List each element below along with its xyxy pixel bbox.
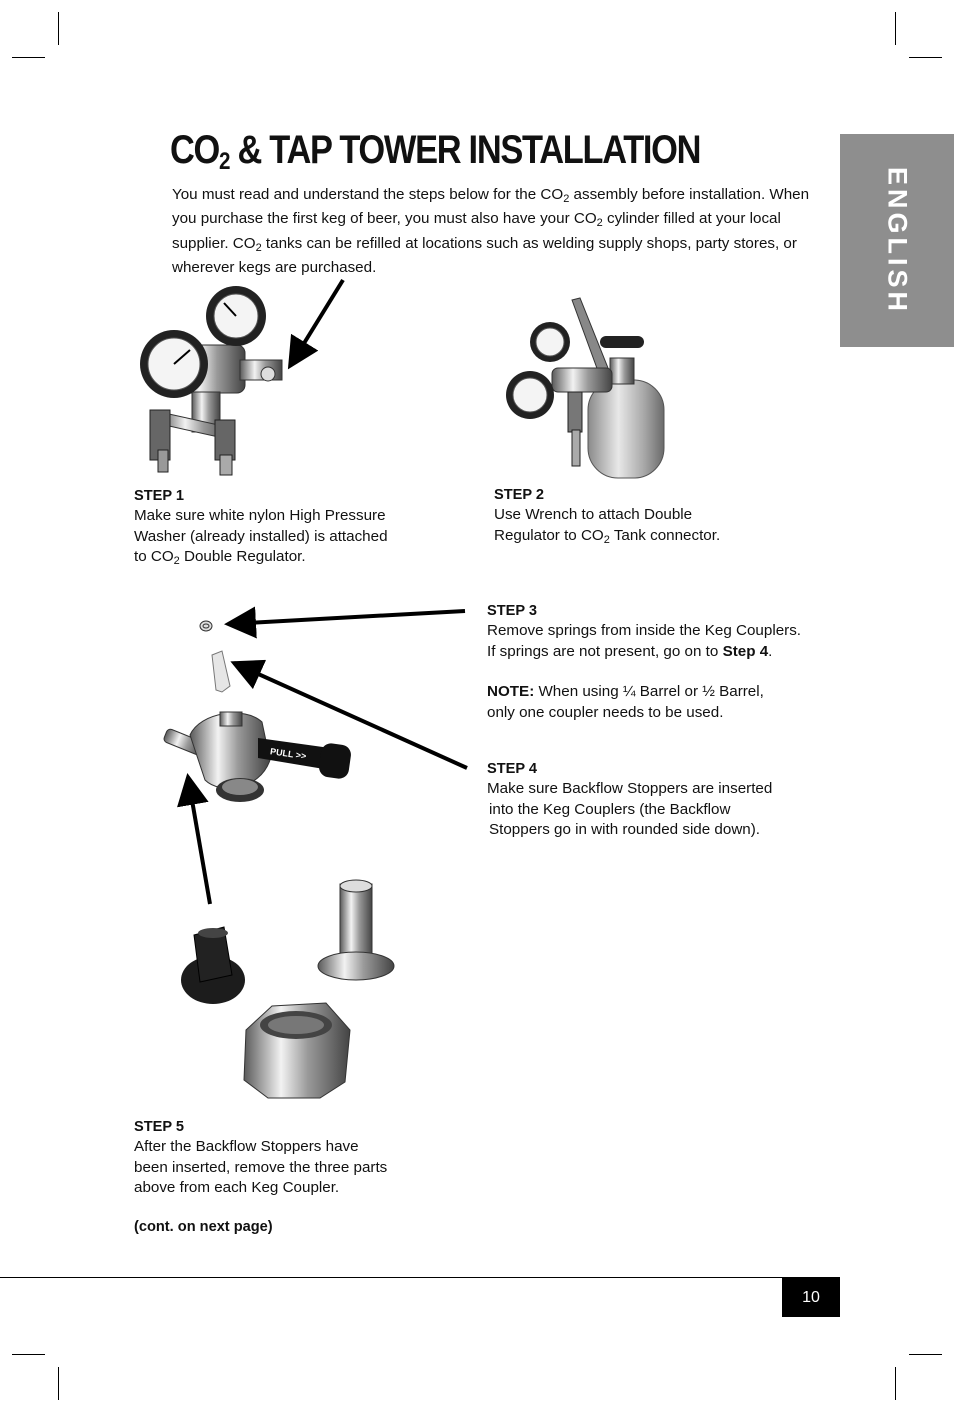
spring-image xyxy=(200,621,212,631)
step3-arrow xyxy=(228,611,465,624)
step-5-heading: STEP 5 xyxy=(134,1119,185,1135)
tailpiece-image xyxy=(318,880,394,980)
page-number: 10 xyxy=(782,1278,840,1317)
step-2: STEP 2 Use Wrench to attach Double Regulator to $CO_2$ Tank connector. xyxy=(494,485,784,550)
step-4: STEP 4 Make sure Backflow Stoppers are inserted into the Keg Couplers (the Backflow Stoppers go in with rounded side down). xyxy=(487,759,827,841)
language-tab-label: ENGLISH xyxy=(882,166,913,315)
rubber-washer-image xyxy=(181,927,245,1004)
step-3-heading: STEP 3 xyxy=(487,603,538,619)
step-4-heading: STEP 4 xyxy=(487,761,538,777)
intro-paragraph: You must read and understand the steps below for the $CO_2$ assembly before installation. When you purchase the first keg of beer, you must also have your $CO_2$ cylinder filled at your local supplier. $CO_2$ tanks can be refilled at locations such as welding supply shops, party stores, or wherever kegs are purchased. xyxy=(172,186,810,277)
page-title: $CO_2$ & TAP TOWER INSTALLATION xyxy=(170,128,701,175)
hex-nut-image xyxy=(244,1003,350,1098)
step-1: STEP 1 Make sure white nylon High Pressure Washer (already installed) is attached to $CO_2$ Double Regulator. xyxy=(134,486,424,572)
backflow-stopper-image xyxy=(212,651,230,692)
step-5: STEP 5 After the Backflow Stoppers have been inserted, remove the three parts above from each Keg Coupler. (cont. on next page) xyxy=(134,1117,434,1237)
step-1-heading: STEP 1 xyxy=(134,488,185,504)
continued-note: (cont. on next page) xyxy=(134,1218,273,1235)
double-regulator-image xyxy=(140,286,282,475)
step-3-note: NOTE: When using ¼ Barrel or ½ Barrel, xyxy=(487,683,764,701)
step-2-heading: STEP 2 xyxy=(494,487,545,503)
step5-arrow xyxy=(188,777,210,904)
coupler-pull-label: PULL >> xyxy=(269,746,307,762)
step-3: STEP 3 Remove springs from inside the Keg Couplers. If springs are not present, go on to Step 4. NOTE: When using ¼ Barrel or ½ Barrel, only one coupler needs to be used. xyxy=(487,601,827,723)
step1-arrow xyxy=(290,280,343,366)
regulator-on-tank-image xyxy=(506,298,664,478)
footer-rule xyxy=(0,1277,840,1278)
